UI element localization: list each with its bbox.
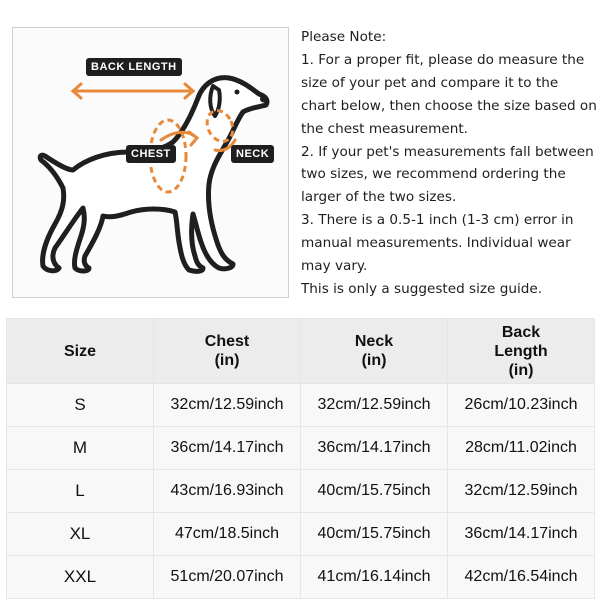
size-chart-table xyxy=(6,318,595,599)
note-item: 1. For a proper fit, please do measure the size of your pet and compare it to the chart below, then choose the size based on the chest measurement. xyxy=(301,51,597,137)
back-length-cell: 28cm/11.02inch xyxy=(448,427,595,470)
dog-outline xyxy=(40,78,267,272)
dog-eye xyxy=(235,90,240,95)
back-length-arrow xyxy=(73,84,193,98)
back-length-label: BACK LENGTH xyxy=(86,58,182,76)
measurement-diagram xyxy=(12,27,289,298)
chest-cell: 43cm/16.93inch xyxy=(154,470,301,513)
size-cell: XXL xyxy=(7,556,154,599)
back-length-cell: 32cm/12.59inch xyxy=(448,470,595,513)
please-note-section xyxy=(301,26,597,301)
header-chest: Chest (in) xyxy=(154,319,301,384)
chest-label: CHEST xyxy=(126,145,176,163)
note-item: 2. If your pet's measurements fall between two sizes, we recommend ordering the larger of the two sizes. xyxy=(301,143,594,206)
neck-label: NECK xyxy=(231,145,274,163)
chest-cell: 36cm/14.17inch xyxy=(154,427,301,470)
size-cell: L xyxy=(7,470,154,513)
size-cell: XL xyxy=(7,513,154,556)
back-length-cell: 42cm/16.54inch xyxy=(448,556,595,599)
size-cell: S xyxy=(7,384,154,427)
table-row xyxy=(7,384,595,427)
neck-cell: 41cm/16.14inch xyxy=(301,556,448,599)
header-neck: Neck (in) xyxy=(301,319,448,384)
back-length-cell: 26cm/10.23inch xyxy=(448,384,595,427)
dog-nose xyxy=(260,96,268,103)
neck-cell: 36cm/14.17inch xyxy=(301,427,448,470)
table-row xyxy=(7,470,595,513)
notes-title: Please Note: xyxy=(301,29,387,45)
table-row xyxy=(7,556,595,599)
chest-cell: 32cm/12.59inch xyxy=(154,384,301,427)
header-back-length: Back Length (in) xyxy=(448,319,595,384)
chest-cell: 47cm/18.5inch xyxy=(154,513,301,556)
chest-cell: 51cm/20.07inch xyxy=(154,556,301,599)
neck-cell: 40cm/15.75inch xyxy=(301,513,448,556)
back-length-cell: 36cm/14.17inch xyxy=(448,513,595,556)
note-item: This is only a suggested size guide. xyxy=(301,280,543,297)
note-item: 3. There is a 0.5-1 inch (1-3 cm) error in manual measurements. Individual wear may vary. xyxy=(301,212,574,275)
table-row xyxy=(7,513,595,556)
neck-cell: 40cm/15.75inch xyxy=(301,470,448,513)
table-header-row xyxy=(7,319,595,384)
size-cell: M xyxy=(7,427,154,470)
header-size: Size xyxy=(7,319,154,384)
table-row xyxy=(7,427,595,470)
neck-cell: 32cm/12.59inch xyxy=(301,384,448,427)
